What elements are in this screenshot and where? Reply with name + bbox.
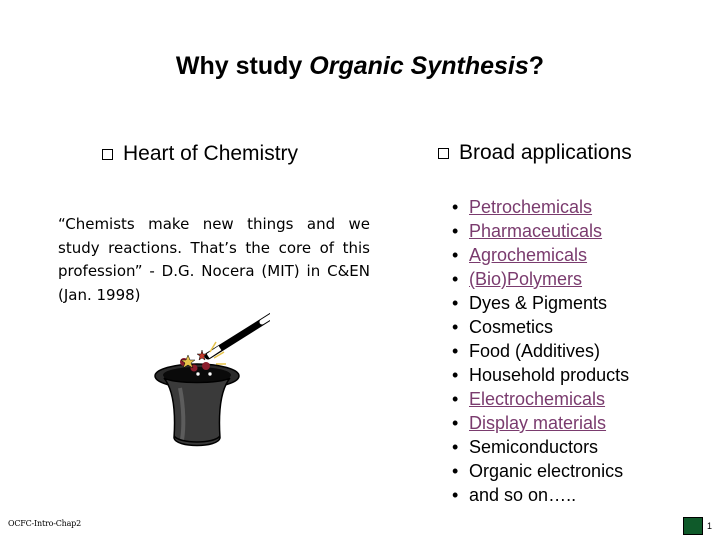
application-label: and so on…..: [469, 485, 577, 505]
magic-hat-icon: [150, 288, 270, 468]
bullet-icon: •: [452, 197, 459, 217]
bullet-icon: •: [452, 461, 459, 481]
bullet-icon: •: [452, 341, 459, 361]
footer-label: OCFC-Intro-Chap2: [8, 519, 81, 528]
bullet-icon: •: [452, 365, 459, 385]
list-item[interactable]: [452, 411, 629, 435]
application-link[interactable]: Electrochemicals: [469, 389, 606, 409]
bullet-icon: •: [452, 413, 459, 433]
list-item[interactable]: [452, 267, 629, 291]
application-label: Cosmetics: [469, 317, 554, 337]
list-item: [452, 483, 629, 507]
bullet-icon: •: [452, 389, 459, 409]
bullet-icon: •: [452, 437, 459, 457]
bullet-icon: •: [452, 245, 459, 265]
left-heading-label: Heart of Chemistry: [123, 142, 299, 165]
applications-list: [452, 195, 629, 507]
application-link[interactable]: Agrochemicals: [469, 245, 588, 265]
bullet-icon: •: [452, 293, 459, 313]
bullet-icon: •: [452, 317, 459, 337]
right-heading: [438, 141, 632, 165]
application-link[interactable]: (Bio)Polymers: [469, 269, 583, 289]
bullet-icon: •: [452, 485, 459, 505]
navigation-icon[interactable]: [683, 517, 703, 535]
title-emphasis: Organic Synthesis: [309, 52, 529, 80]
bullet-icon: •: [452, 269, 459, 289]
list-item[interactable]: [452, 243, 629, 267]
title-suffix: ?: [528, 52, 545, 80]
application-label: Food (Additives): [469, 341, 601, 361]
title-prefix: Why study: [175, 52, 310, 80]
slide-title: [0, 52, 720, 81]
application-label: Household products: [469, 365, 630, 385]
application-label: Semiconductors: [469, 437, 599, 457]
application-label: Organic electronics: [469, 461, 624, 481]
application-link[interactable]: Display materials: [469, 413, 607, 433]
checkbox-bullet-icon: [438, 148, 449, 159]
application-label: Dyes & Pigments: [469, 293, 608, 313]
list-item[interactable]: [452, 195, 629, 219]
bullet-icon: •: [452, 221, 459, 241]
nocera-quote: “Chemists make new things and we study reactions. That’s the core of this profession” - D.G. Nocera (MIT) in C&EN (Jan. 1998): [58, 215, 370, 304]
application-link[interactable]: Petrochemicals: [469, 197, 593, 217]
list-item: [452, 339, 629, 363]
page-number: 1: [707, 521, 713, 531]
list-item: [452, 315, 629, 339]
application-link[interactable]: Pharmaceuticals: [469, 221, 603, 241]
list-item: [452, 363, 629, 387]
left-heading: [102, 142, 298, 166]
right-heading-label: Broad applications: [459, 141, 632, 164]
checkbox-bullet-icon: [102, 149, 113, 160]
list-item[interactable]: [452, 387, 629, 411]
list-item[interactable]: [452, 219, 629, 243]
list-item: [452, 435, 629, 459]
list-item: [452, 459, 629, 483]
list-item: [452, 291, 629, 315]
